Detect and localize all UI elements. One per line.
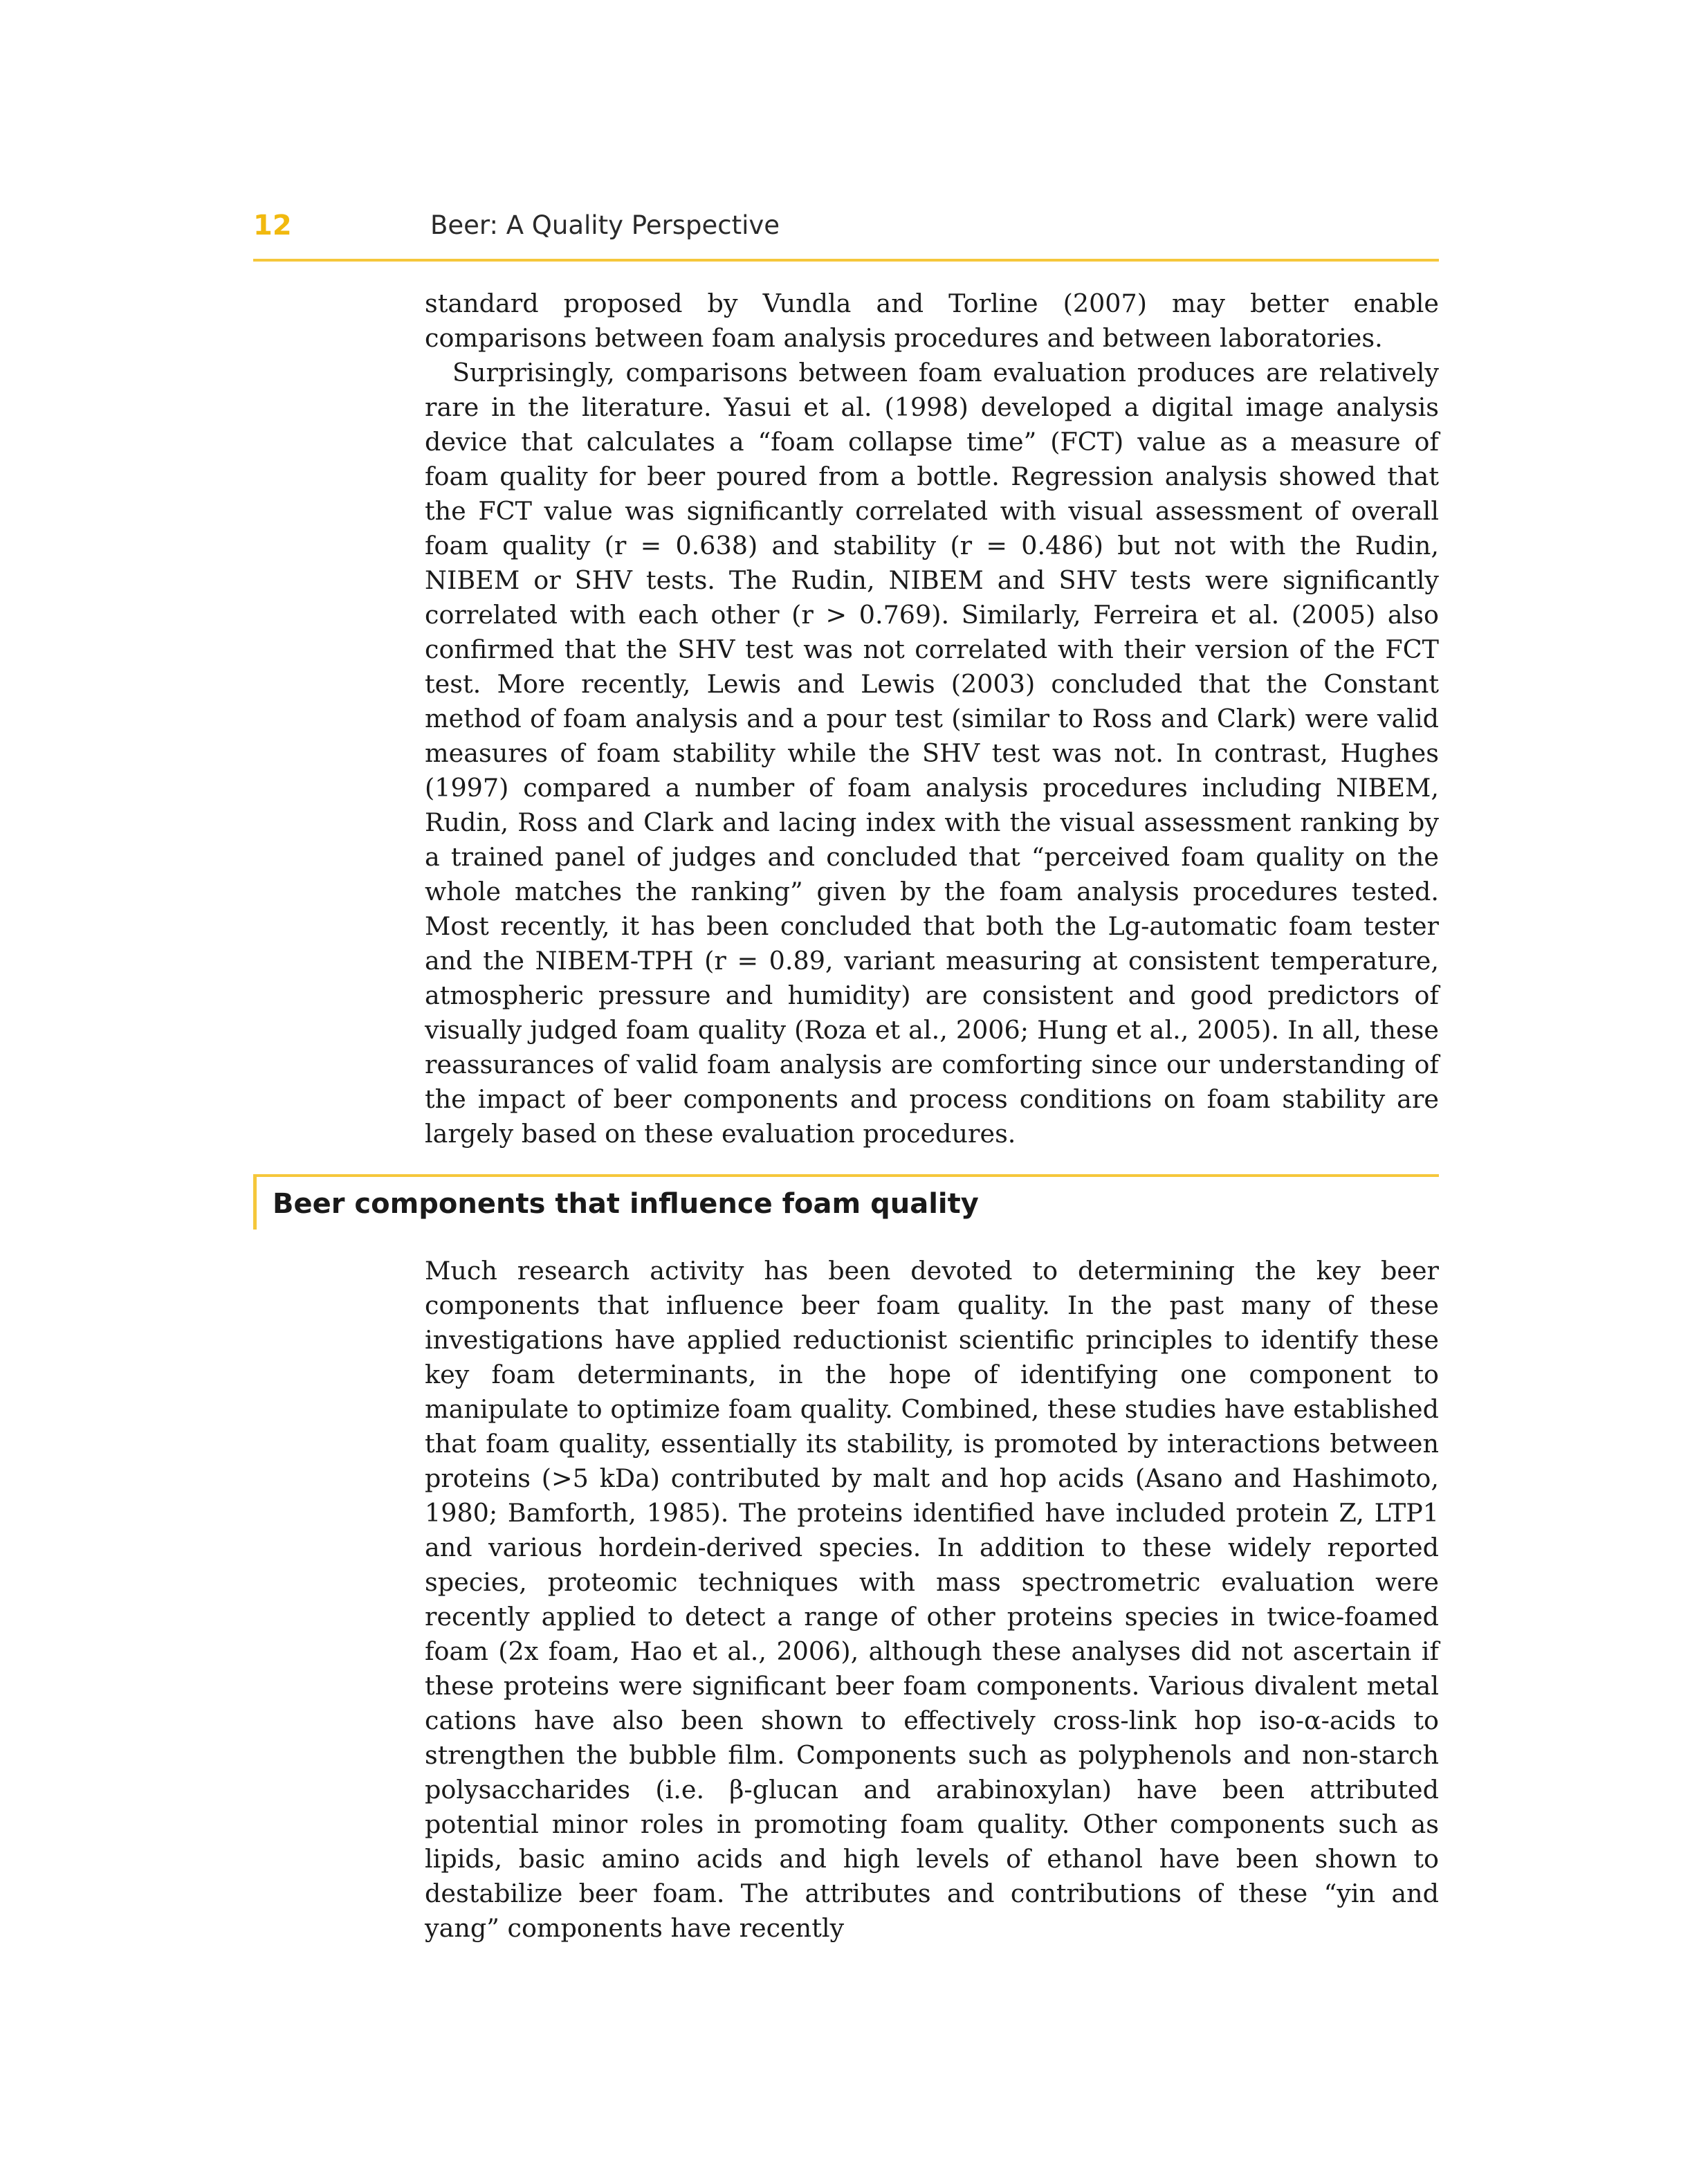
header-divider — [253, 259, 1439, 262]
book-title: Beer: A Quality Perspective — [430, 210, 780, 240]
paragraph-foam-comparisons: Surprisingly, comparisons between foam evaluation produces are relatively rare in the literature. Yasui et al. (1998) developed a digital image analysis device that calculates a “foam collapse time” (FCT) value as a measure of foam quality for beer poured from a bottle. Regression analysis showed that the FCT value was significantly correlated with visual assessment of overall foam quality (r = 0.638) and stability (r = 0.486) but not with the Rudin, NIBEM or SHV tests. The Rudin, NIBEM and SHV tests were significantly correlated with each other (r > 0.769). Similarly, Ferreira et al. (2005) also confirmed that the SHV test was not correlated with their version of the FCT test. More recently, Lewis and Lewis (2003) concluded that the Constant method of foam analysis and a pour test (similar to Ross and Clark) were valid measures of foam stability while the SHV test was not. In contrast, Hughes (1997) compared a number of foam analysis procedures including NIBEM, Rudin, Ross and Clark and lacing index with the visual assessment ranking by a trained panel of judges and concluded that “perceived foam quality on the whole matches the ranking” given by the foam analysis procedures tested. Most recently, it has been concluded that both the Lg-automatic foam tester and the NIBEM-TPH (r = 0.89, variant measuring at consistent temperature, atmospheric pressure and humidity) are consistent and good predictors of visually judged foam quality (Roza et al., 2006; Hung et al., 2005). In all, these reassurances of valid foam analysis are comforting since our understanding of the impact of beer components and process conditions on foam stability are largely based on these evaluation procedures. — [425, 358, 1439, 1149]
page-number: 12 — [253, 210, 292, 241]
section-divider — [253, 1174, 1439, 1177]
paragraph-continued: standard proposed by Vundla and Torline (2007) may better enable comparisons between foam analysis procedures and between laboratories. — [425, 289, 1439, 353]
body-text-section — [425, 1254, 1439, 1946]
section-accent-bar — [253, 1174, 257, 1230]
body-text-top — [425, 286, 1439, 1151]
paragraph-beer-components: Much research activity has been devoted to determining the key beer components that influence beer foam quality. In the past many of these investigations have applied reductionist scientific principles to identify these key foam determinants, in the hope of identifying one component to manipulate to optimize foam quality. Combined, these studies have established that foam quality, essentially its stability, is promoted by interactions between proteins (>5 kDa) contributed by malt and hop acids (Asano and Hashimoto, 1980; Bamforth, 1985). The proteins identified have included protein Z, LTP1 and various hordein-derived species. In addition to these widely reported species, proteomic techniques with mass spectrometric evaluation were recently applied to detect a range of other proteins species in twice-foamed foam (2x foam, Hao et al., 2006), although these analyses did not ascertain if these proteins were significant beer foam components. Various divalent metal cations have also been shown to effectively cross-link hop iso-α-acids to strengthen the bubble film. Components such as polyphenols and non-starch polysaccharides (i.e. β-glucan and arabinoxylan) have been attributed potential minor roles in promoting foam quality. Other components such as lipids, basic amino acids and high levels of ethanol have been shown to destabilize beer foam. The attributes and contributions of these “yin and yang” components have recently — [425, 1256, 1439, 1943]
section-heading: Beer components that influence foam quality — [273, 1188, 979, 1220]
running-head — [253, 205, 1439, 260]
